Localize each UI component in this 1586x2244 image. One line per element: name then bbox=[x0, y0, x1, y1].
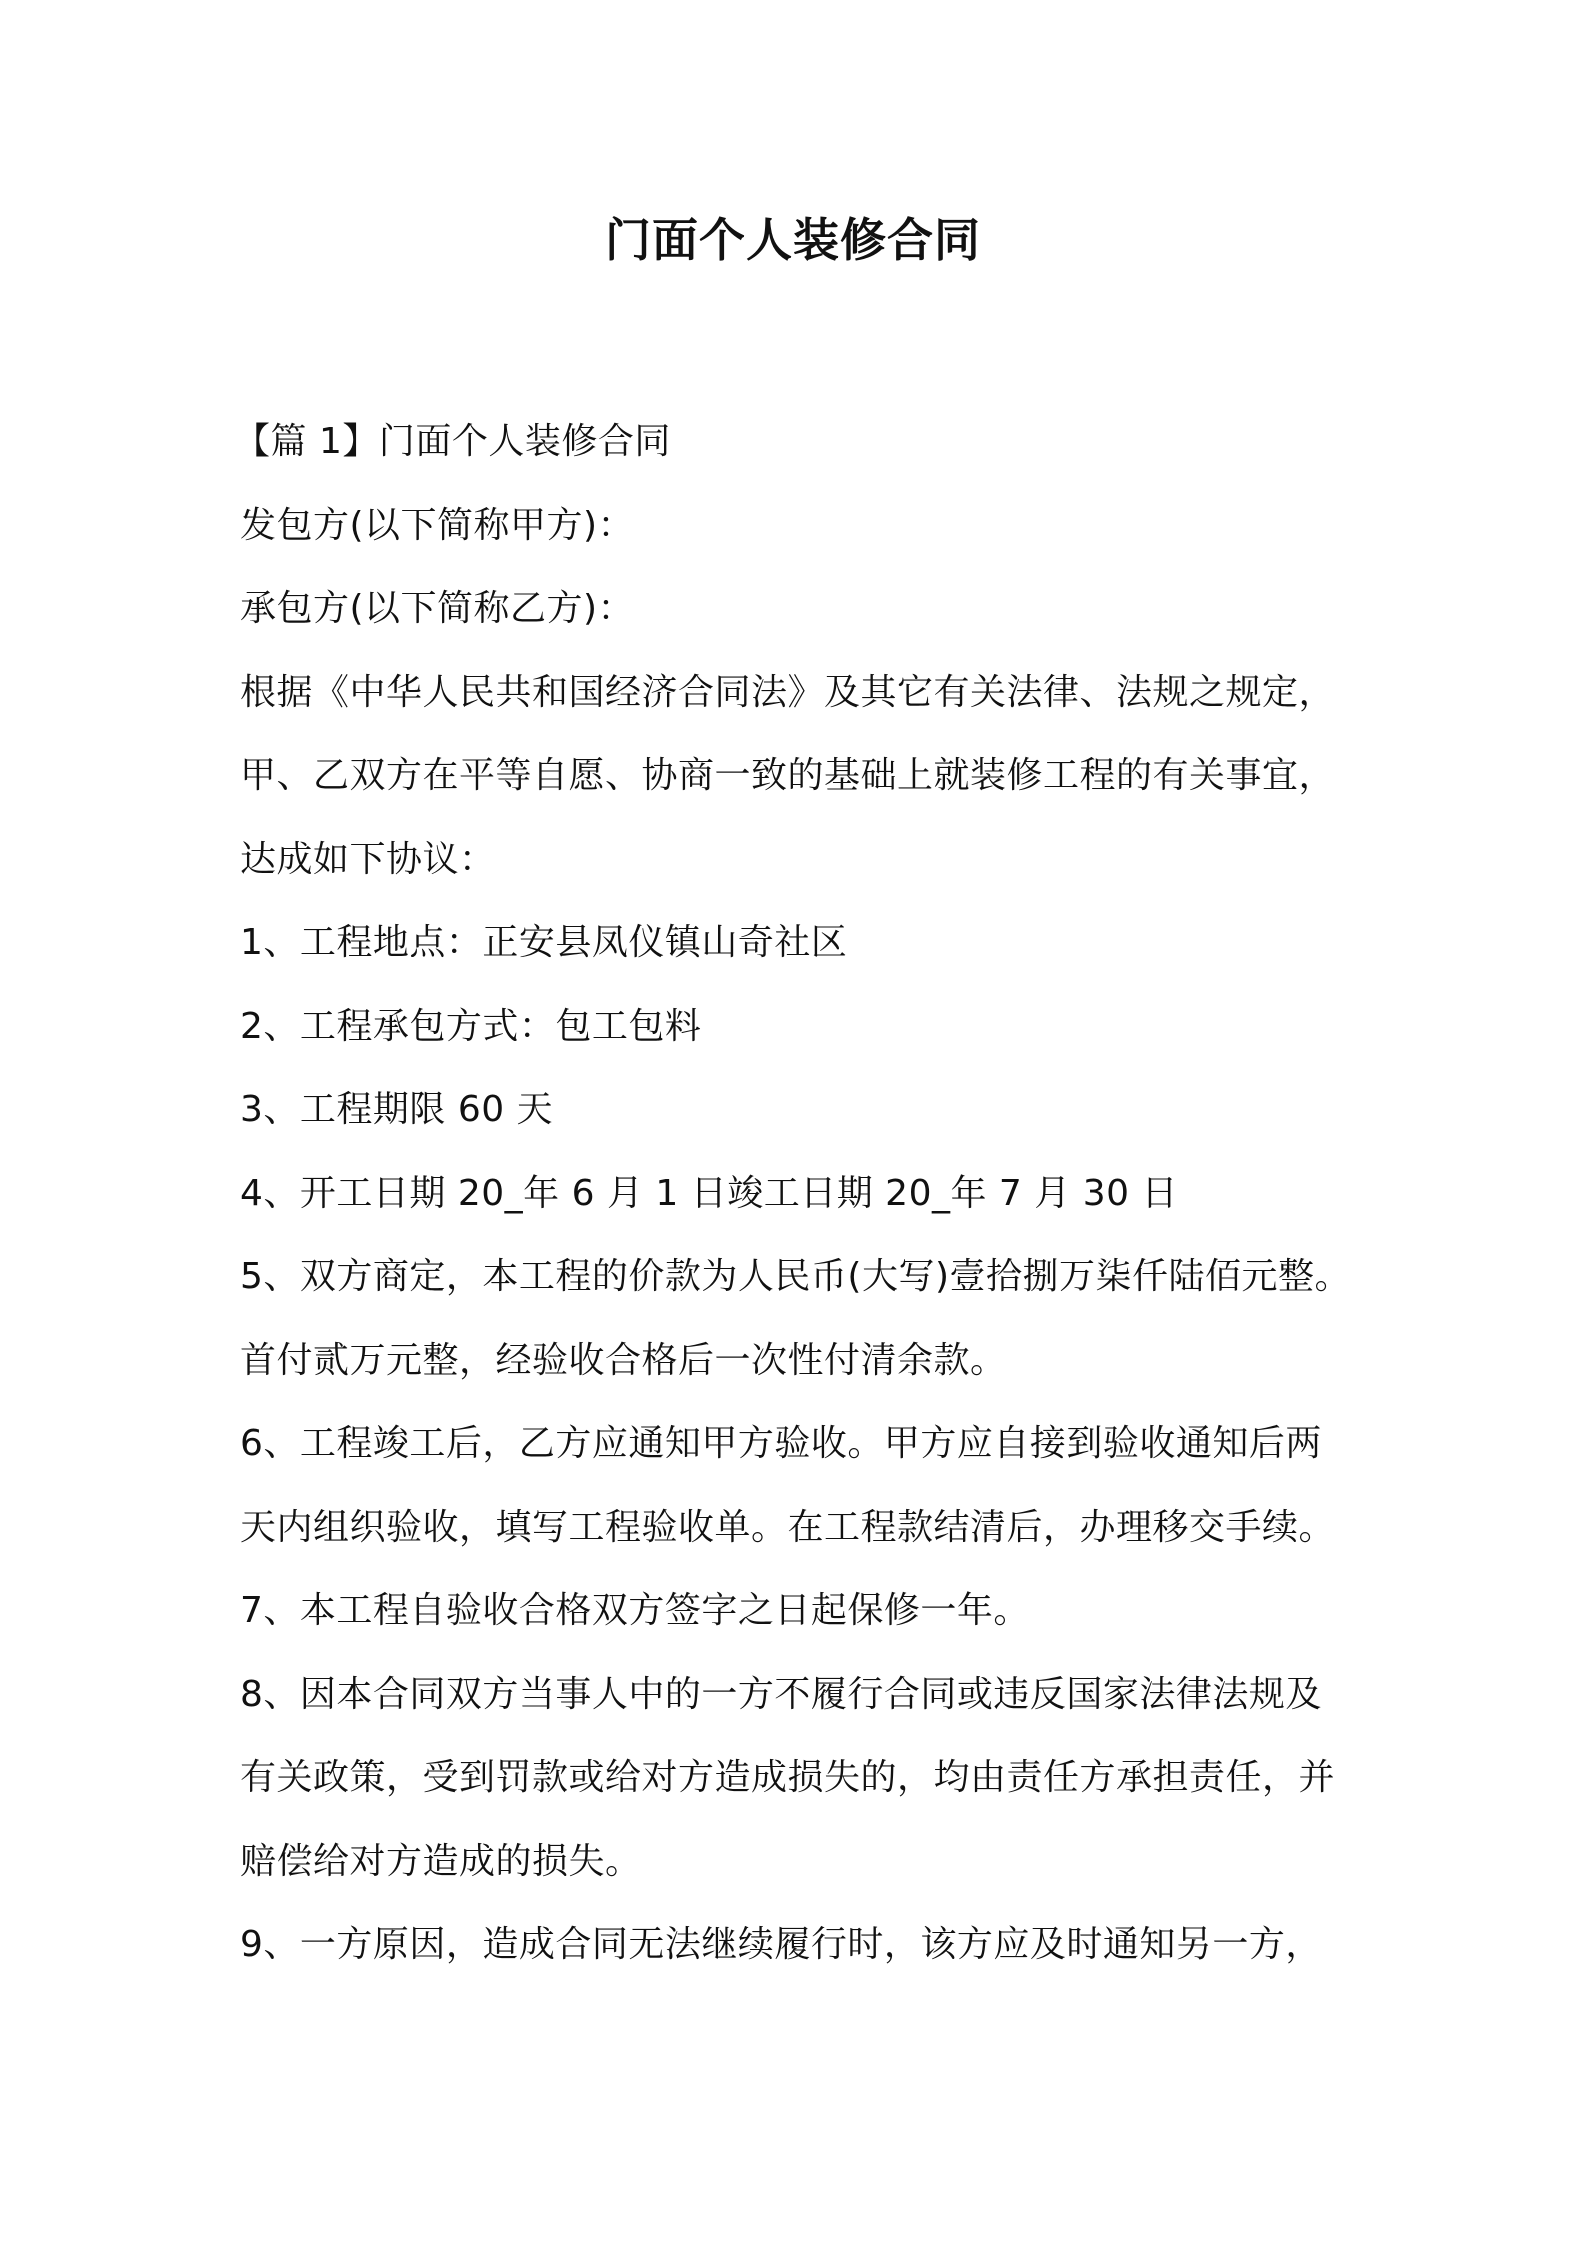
clause-6: 6、工程竣工后，乙方应通知甲方验收。甲方应自接到验收通知后两 bbox=[240, 1423, 1322, 1464]
clause-9: 9、一方原因，造成合同无法继续履行时，该方应及时通知另一方， bbox=[240, 1924, 1322, 1965]
party-b-line: 承包方(以下简称乙方)： bbox=[240, 588, 635, 629]
clause-3: 3、工程期限 60 天 bbox=[240, 1089, 554, 1130]
clause-5-cont: 首付贰万元整，经验收合格后一次性付清余款。 bbox=[240, 1339, 1007, 1381]
paragraph-line: 甲、乙双方在平等自愿、协商一致的基础上就装修工程的有关事宜， bbox=[240, 755, 1336, 796]
clause-6-cont: 天内组织验收，填写工程验收单。在工程款结清后，办理移交手续。 bbox=[240, 1506, 1336, 1548]
section-heading: 【篇 1】门面个人装修合同 bbox=[234, 421, 671, 462]
clause-8-cont: 有关政策，受到罚款或给对方造成损失的，均由责任方承担责任，并 bbox=[240, 1757, 1336, 1798]
clause-8-cont: 赔偿给对方造成的损失。 bbox=[240, 1840, 642, 1882]
document-body bbox=[234, 400, 1360, 1987]
clause-8: 8、因本合同双方当事人中的一方不履行合同或违反国家法律法规及 bbox=[240, 1673, 1322, 1715]
clause-7: 7、本工程自验收合格双方签字之日起保修一年。 bbox=[240, 1590, 1030, 1631]
paragraph-line: 达成如下协议： bbox=[240, 838, 496, 880]
clause-2: 2、工程承包方式：包工包料 bbox=[240, 1005, 702, 1047]
party-a-line: 发包方(以下简称甲方)： bbox=[240, 504, 635, 546]
paragraph-line: 根据《中华人民共和国经济合同法》及其它有关法律、法规之规定， bbox=[240, 671, 1336, 713]
document-title: 门面个人装修合同 bbox=[605, 213, 981, 267]
clause-4: 4、开工日期 20_年 6 月 1 日竣工日期 20_年 7 月 30 日 bbox=[240, 1172, 1178, 1214]
clause-5: 5、双方商定，本工程的价款为人民币(大写)壹拾捌万柒仟陆佰元整。 bbox=[240, 1256, 1351, 1297]
clause-1: 1、工程地点：正安县凤仪镇山奇社区 bbox=[240, 922, 848, 963]
